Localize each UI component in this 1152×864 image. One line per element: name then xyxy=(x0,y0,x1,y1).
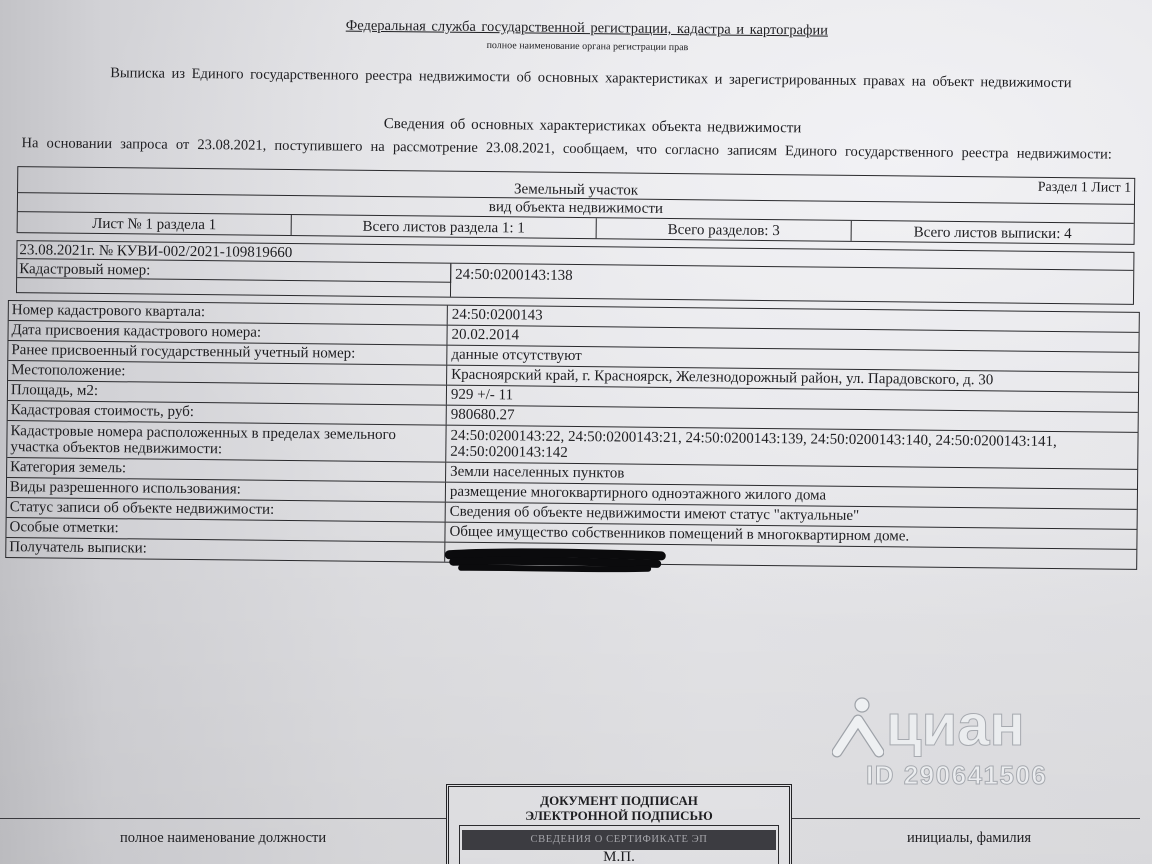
stamp-title: ДОКУМЕНТ ПОДПИСАН xyxy=(540,793,698,808)
cadastral-quarter-value: 24:50:0200143 xyxy=(451,306,543,324)
record-status-value: Сведения об объекте недвижимости имеют статус "актуальные" xyxy=(449,503,860,524)
seal-label: М.П. xyxy=(603,849,635,864)
cadastral-quarter-label: Номер кадастрового квартала: xyxy=(9,301,448,325)
location-value: Красноярский край, г. Красноярск, Железнодорожный район, ул. Парадовского, д. 30 xyxy=(451,366,994,389)
extract-sheet xyxy=(3,8,1149,581)
land-category-value: Земли населенных пунктов xyxy=(450,463,625,482)
certificate-bar: СВЕДЕНИЯ О СЕРТИФИКАТЕ ЭП xyxy=(462,830,776,850)
intro-text: На основании запроса от 23.08.2021, поступившего на рассмотрение 23.08.2021, сообщаем, что согласно записям Единого государственного реестра недвижимости: xyxy=(21,135,1112,163)
agency-caption: полное наименование органа регистрации прав xyxy=(486,40,689,54)
assignment-date-value: 20.02.2014 xyxy=(451,326,520,344)
cian-logo-icon xyxy=(832,694,884,758)
cadastral-value-label: Кадастровая стоимость, руб: xyxy=(8,401,447,425)
position-signature-line xyxy=(0,818,446,819)
assignment-date-label: Дата присвоения кадастрового номера: xyxy=(8,321,447,345)
permitted-use-label: Виды разрешенного использования: xyxy=(7,478,446,502)
watermark-brand: циан xyxy=(886,693,1025,758)
sheet-info-section-sheets: Всего листов раздела 1: 1 xyxy=(292,215,597,238)
name-caption: инициалы, фамилия xyxy=(907,830,1032,846)
agency-name: Федеральная служба государственной регистрации, кадастра и картографии xyxy=(345,17,829,39)
request-reference: 23.08.2021г. № КУВИ-002/2021-109819660 xyxy=(19,242,293,262)
details-table xyxy=(5,300,1140,570)
location-label: Местоположение: xyxy=(8,361,447,385)
name-signature-line xyxy=(792,818,1140,819)
redaction-mark xyxy=(443,546,669,576)
area-value: 929 +/- 11 xyxy=(450,386,514,404)
area-label: Площадь, м2: xyxy=(8,381,447,405)
sheet-info-total-sheets: Всего листов выписки: 4 xyxy=(913,224,1072,243)
object-type: Земельный участок xyxy=(513,181,639,199)
cadastral-value-value: 980680.27 xyxy=(450,406,515,424)
previous-number-value: данные отсутствуют xyxy=(451,346,582,365)
object-type-caption: вид объекта недвижимости xyxy=(18,193,1134,224)
recipient-label: Получатель выписки: xyxy=(6,538,445,562)
record-status-label: Статус записи об объекте недвижимости: xyxy=(7,498,446,522)
previous-number-label: Ранее присвоенный государственный учетный номер: xyxy=(8,341,447,365)
special-notes-label: Особые отметки: xyxy=(6,518,445,542)
electronic-signature-stamp xyxy=(446,784,792,864)
cadastral-number-table xyxy=(16,240,1134,305)
document-title: Выписка из Единого государственного реестра недвижимости об основных характеристиках и зарегистрированных правах на объект недвижимости xyxy=(110,65,1072,92)
sheet-info-total-sections: Всего разделов: 3 xyxy=(597,218,852,241)
cadastral-number-value: 24:50:0200143:138 xyxy=(450,264,1133,304)
object-summary-table xyxy=(17,166,1136,245)
certificate-box xyxy=(459,825,779,864)
sheet-info-sheet-number: Лист № 1 раздела 1 xyxy=(18,212,292,235)
contained-objects-label: Кадастровые номера расположенных в пределах земельного участка объектов недвижимости: xyxy=(7,421,446,462)
contained-objects-value: 24:50:0200143:22, 24:50:0200143:21, 24:50:0200143:139, 24:50:0200143:140, 24:50:0200143:141, 24:50:0200143:142 xyxy=(450,427,1057,461)
cadastral-number-label: Кадастровый номер: xyxy=(17,259,451,283)
section-title: Сведения об основных характеристиках объекта недвижимости xyxy=(383,115,802,137)
watermark-listing-id: ID 290641506 xyxy=(866,760,1048,790)
permitted-use-value: размещение многоквартирного одноэтажного жилого дома xyxy=(449,483,827,504)
stamp-subtitle: ЭЛЕКТРОННОЙ ПОДПИСЬЮ xyxy=(525,808,713,823)
special-notes-value: Общее имущество собственников помещений в многоквартирном доме. xyxy=(449,523,910,545)
section-sheet-label: Раздел 1 Лист 1 xyxy=(1037,179,1132,196)
land-category-label: Категория земель: xyxy=(7,458,446,482)
position-caption: полное наименование должности xyxy=(120,830,327,846)
